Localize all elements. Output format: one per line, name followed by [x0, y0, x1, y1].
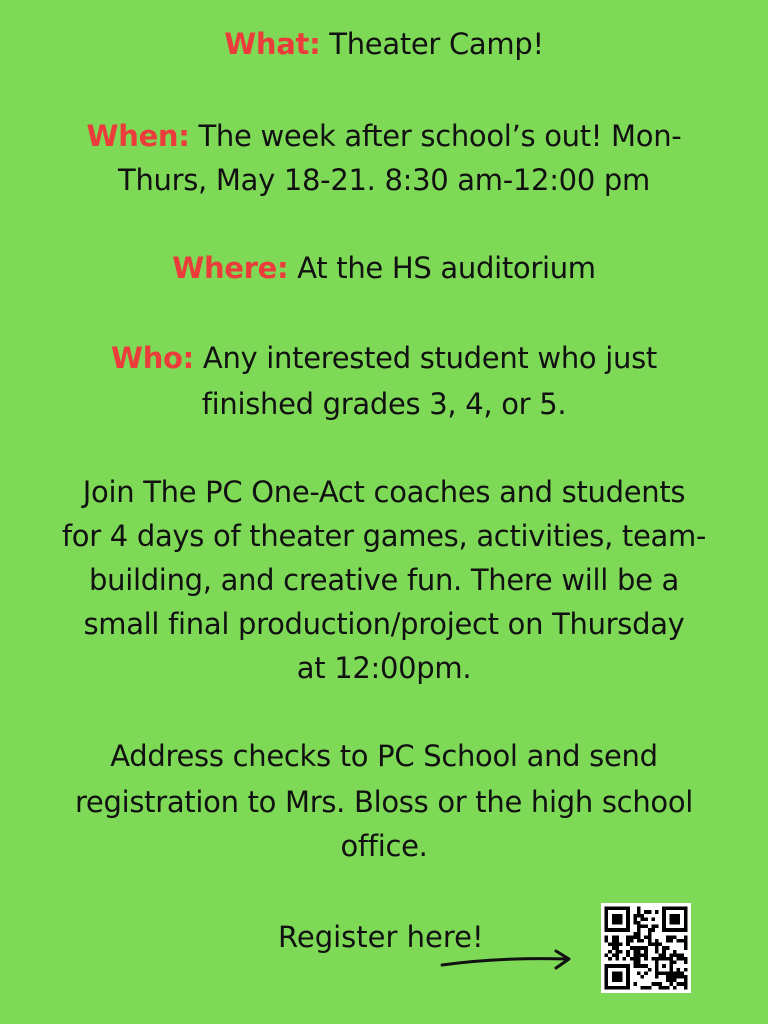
who-text-2: finished grades 3, 4, or 5.: [201, 387, 567, 421]
who-label: Who:: [111, 341, 194, 375]
who-text-1: Any interested student who just: [193, 341, 657, 375]
checks-line: registration to Mrs. Bloss or the high school: [74, 785, 694, 819]
register-label: Register here!: [278, 920, 484, 954]
arrow-right-icon: [440, 947, 574, 975]
when-text-2: Thurs, May 18-21. 8:30 am-12:00 pm: [118, 163, 650, 197]
description-line: building, and creative fun. There will be a: [89, 563, 679, 597]
what-text: Theater Camp!: [320, 27, 544, 61]
when-line-2: [0, 158, 768, 202]
description-line: Join The PC One-Act coaches and students: [82, 475, 686, 509]
checks-line: Address checks to PC School and send: [110, 739, 658, 773]
who-line-1: [0, 336, 768, 380]
when-text-1: The week after school’s out! Mon-: [189, 119, 682, 153]
what-label: What:: [224, 27, 321, 61]
where-text: At the HS auditorium: [288, 251, 596, 285]
where-label: Where:: [172, 251, 289, 285]
when-label: When:: [86, 119, 190, 153]
who-line-2: [0, 382, 768, 426]
when-line-1: [0, 114, 768, 158]
description-line: small final production/project on Thursday: [83, 607, 685, 641]
what-line: [0, 22, 768, 66]
description-line: for 4 days of theater games, activities, team-: [61, 519, 707, 553]
qr-code-icon[interactable]: [601, 903, 691, 993]
where-line: [0, 246, 768, 290]
description-line: at 12:00pm.: [296, 651, 472, 685]
checks-line: office.: [340, 829, 428, 863]
